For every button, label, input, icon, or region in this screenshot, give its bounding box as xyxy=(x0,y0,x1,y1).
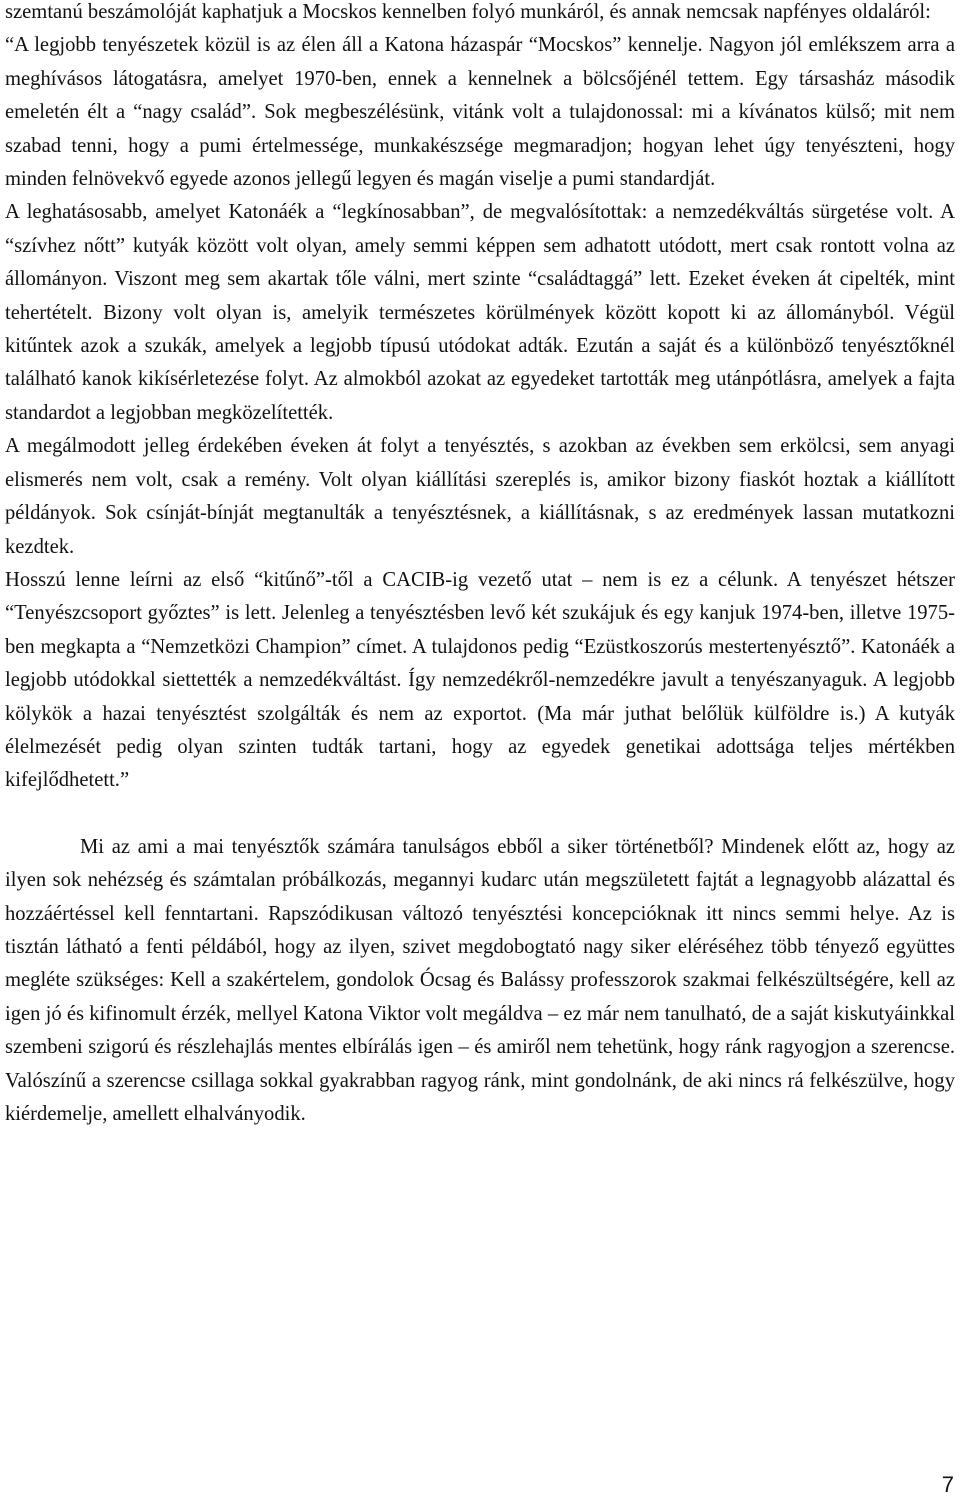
paragraph-generation-change: A leghatásosabb, amelyet Katonáék a “legkínosabban”, de megvalósítottak: a nemzedékváltás sürgetése volt. A “szívhez nőtt” kutyák között volt olyan, amely semmi képpen sem adhatott utódott, mert csak rontott volna az állományon. Viszont meg sem akartak tőle válni, mert szinte “családtaggá” lett. Ezeket éveken át cipelték, mint tehertételt. Bizony volt olyan is, amelyik természetes körülmények között kopott ki az állományból. Végül kitűntek azok a szukák, amelyek a legjobb típusú utódokat adták. Ezután a saját és a különböző tenyésztőknél található kanok kikísérletezése folyt. Az almokból azokat az egyedeket tartották meg utánpótlásra, amelyek a fajta standardot a legjobban megközelítették. xyxy=(5,201,955,424)
page-number: 7 xyxy=(941,1472,954,1497)
paragraph-breeding-years: A megálmodott jelleg érdekében éveken át folyt a tenyésztés, s azokban az években sem erkölcsi, sem anyagi elismerés nem volt, csak a remény. Volt olyan kiállítási szereplés is, amikor bizony fiaskót hoztak a kiállított példányok. Sok csínját-bínját megtanulták a tenyésztésnek, a kiállításnak, s az eredmények lassan mutatkozni kezdtek. xyxy=(5,435,955,558)
paragraph-lessons: Mi az ami a mai tenyésztők számára tanulságos ebből a siker történetből? Mindenek előtt az, hogy az ilyen sok nehézség és számtalan próbálkozás, megannyi kudarc után megszületett fajtát a legnagyobb alázattal és hozzáértéssel kell fenntartani. Rapszódikusan változó tenyésztési koncepcióknak itt nincs semmi helye. Az is tisztán látható a fenti példából, hogy az ilyen, szivet megdobogtató nagy siker eléréséhez több tényező együttes megléte szükséges: Kell a szakértelem, gondolok Ócsag és Balássy professzorok szakmai felkészültségére, kell az igen jó és kifinomult érzék, mellyel Katona Viktor volt megáldva – ez már nem tanulható, de a saját kiskutyáinkkal szembeni szigorú és részlehajlás mentes elbírálás igen – és amiről nem tehetünk, hogy ránk ragyogjon a szerencse. Valószínű a szerencse csillaga sokkal gyakrabban ragyog ránk, mint gondolnánk, de aki nincs rá felkészülve, hogy kiérdemelje, amellett elhalványodik. xyxy=(5,835,955,1125)
paragraph-champions: Hosszú lenne leírni az első “kitűnő”-től a CACIB-ig vezető utat – nem is ez a célunk. A tenyészet hétszer “Tenyészcsoport győztes” is lett. Jelenleg a tenyésztésben levő két szukájuk és egy kanjuk 1974-ben, illetve 1975-ben megkapta a “Nemzetközi Champion” címet. A tulajdonos pedig “Ezüstkoszorús mestertenyésztő”. Katonáék a legjobb utódokkal siettették a nemzedékváltást. Így nemzedékről-nemzedékre javult a tenyészanyaguk. A legjobb kölykök a hazai tenyésztést szolgálták és nem az exportot. (Ma már juthat belőlük külföldre is.) A kutyák élelmezését pedig olyan szinten tudták tartani, hogy az egyedek genetikai adottsága teljes mértékben kifejlődhetett.” xyxy=(5,568,955,792)
paragraph-quote-start: “A legjobb tenyészetek közül is az élen áll a Katona házaspár “Mocskos” kennelje. Nagyon jól emlékszem arra a meghívásos látogatásra, amelyet 1970-ben, ennek a kennelnek a bölcsőjénél tettem. Egy társasház második emeletén élt a “nagy család”. Sok megbeszélésünk, vitánk volt a tulajdonossal: mi a kívánatos külső; mit nem szabad tenni, hogy a pumi értelmessége, munkakészsége megmaradjon; hogyan lehet úgy tenyészteni, hogy minden felnövekvő egyede azonos jellegű legyen és magán viselje a pumi standardját. xyxy=(5,34,955,191)
document-page xyxy=(5,0,955,1131)
paragraph-gap xyxy=(5,798,955,831)
paragraph-intro: szemtanú beszámolóját kaphatjuk a Mocskos kennelben folyó munkáról, és annak nemcsak napfényes oldaláról: xyxy=(5,1,931,23)
